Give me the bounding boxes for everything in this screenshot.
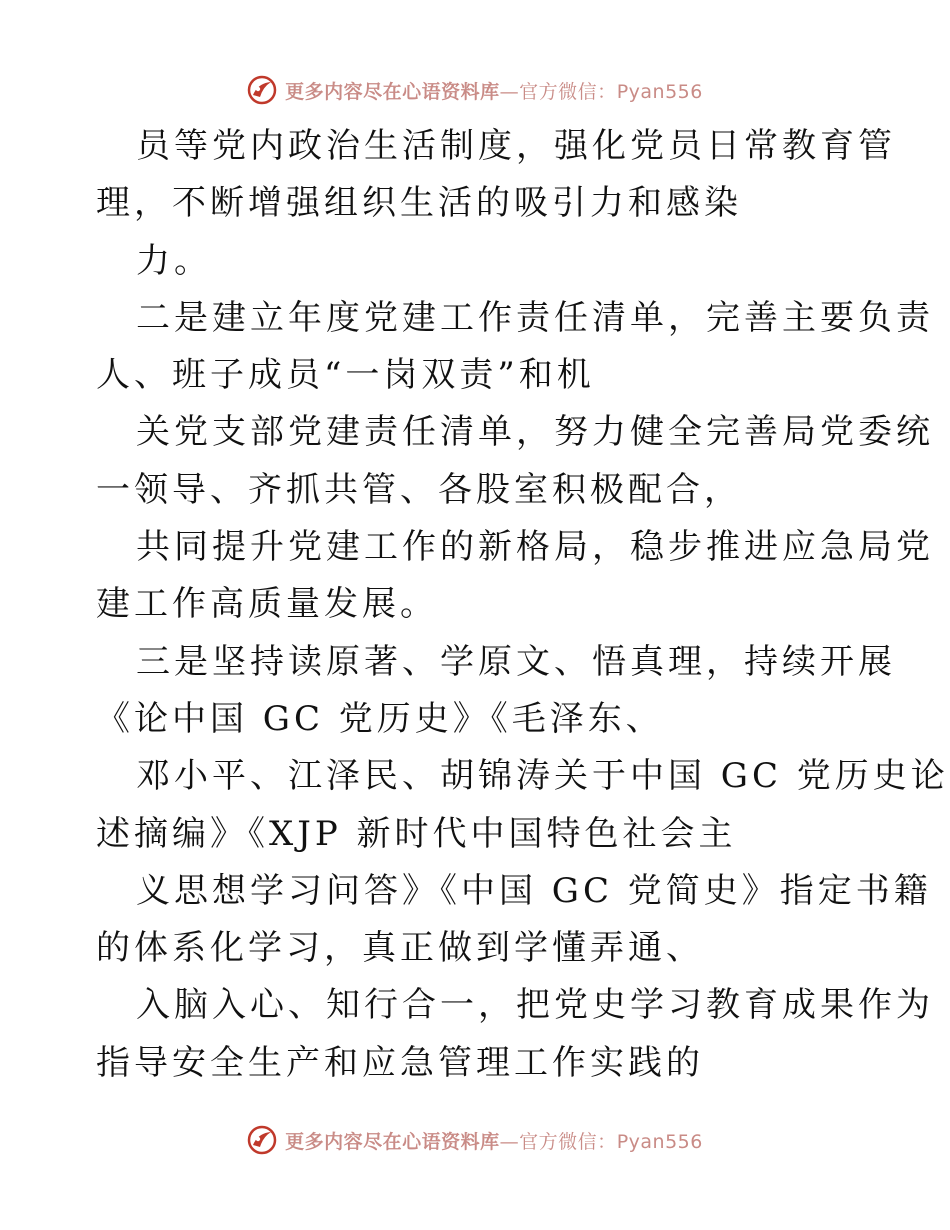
text-line: 一领导、齐抓共管、各股室积极配合， bbox=[96, 469, 742, 510]
brand-logo-icon bbox=[247, 75, 277, 105]
text-line: 《论中国 GC 党历史》《毛泽东、 bbox=[96, 698, 664, 739]
text-line: 指导安全生产和应急管理工作实践的 bbox=[96, 1042, 704, 1083]
text-line: 的体系化学习，真正做到学懂弄通、 bbox=[96, 928, 704, 969]
document-body bbox=[96, 118, 949, 1092]
watermark-text: 更多内容尽在心语资料库—官方微信：Pyan556 bbox=[285, 1130, 703, 1153]
text-line: 理，不断增强组织生活的吸引力和感染 bbox=[96, 183, 742, 224]
text-line: 述摘编》《XJP 新时代中国特色社会主 bbox=[96, 813, 737, 854]
text-line: 建工作高质量发展。 bbox=[96, 584, 438, 625]
text-line: 关党支部党建责任清单，努力健全完善局党委统 bbox=[136, 412, 934, 453]
text-line: 二是建立年度党建工作责任清单，完善主要负责 bbox=[136, 297, 934, 338]
text-line: 邓小平、江泽民、胡锦涛关于中国 GC 党历史论 bbox=[136, 756, 949, 797]
brand-logo-icon bbox=[247, 1125, 277, 1155]
text-line: 力。 bbox=[136, 240, 212, 281]
text-line: 人、班子成员“一岗双责”和机 bbox=[96, 355, 595, 396]
text-line: 三是坚持读原著、学原文、悟真理，持续开展 bbox=[136, 641, 896, 682]
text-line: 义思想学习问答》《中国 GC 党简史》指定书籍 bbox=[136, 870, 932, 911]
footer-watermark bbox=[0, 1118, 950, 1162]
header-watermark bbox=[0, 68, 950, 112]
text-line: 共同提升党建工作的新格局，稳步推进应急局党 bbox=[136, 527, 934, 568]
text-line: 入脑入心、知行合一，把党史学习教育成果作为 bbox=[136, 985, 934, 1026]
watermark-text: 更多内容尽在心语资料库—官方微信：Pyan556 bbox=[285, 80, 703, 103]
text-line: 员等党内政治生活制度，强化党员日常教育管 bbox=[136, 126, 896, 166]
